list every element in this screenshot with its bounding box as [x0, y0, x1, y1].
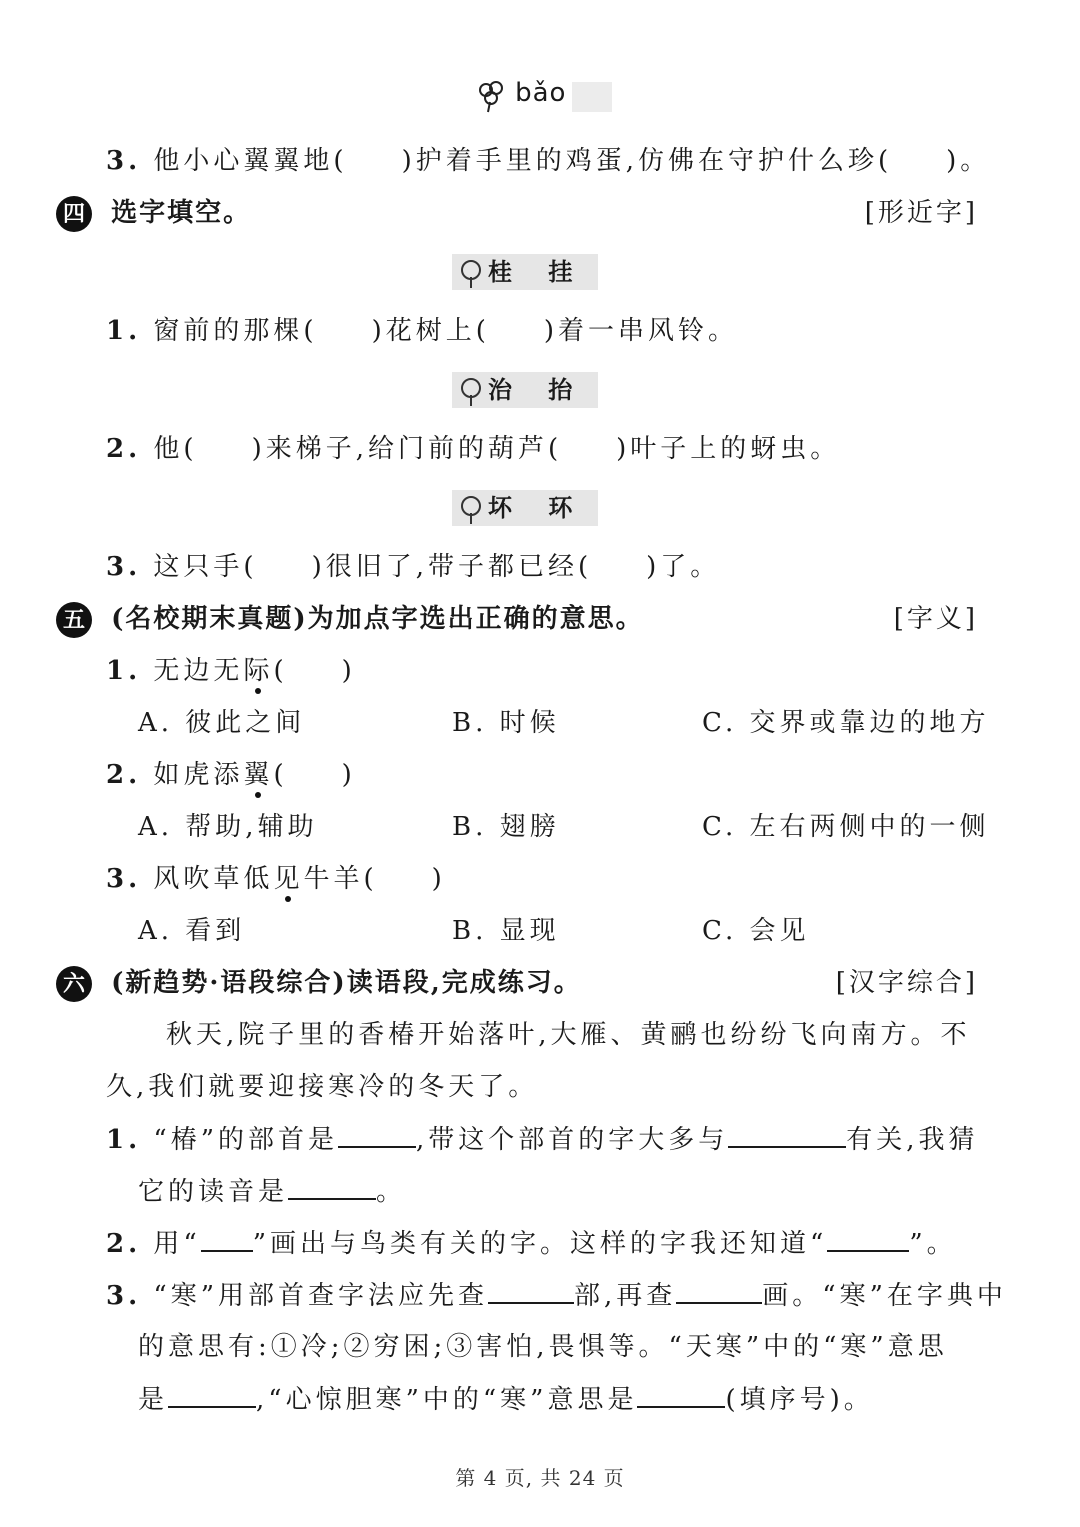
tree-icon — [458, 377, 484, 407]
sec4-question-2: 2. 他( )来梯子,给门前的葫芦( )叶子上的蚜虫。 — [106, 434, 841, 464]
pinyin-text: bǎo — [515, 78, 567, 108]
section-6-tag: [汉字综合] — [835, 968, 978, 998]
sec6-question-1: 1. “椿”的部首是 ,带这个部首的字大多与 有关,我猜 — [106, 1122, 979, 1157]
char-chip-2: 治 抬 — [452, 372, 598, 408]
tree-icon — [458, 259, 484, 289]
sec6-question-3-cont-2: 是 ,“心惊胆寒”中的“寒”意思是 (填序号)。 — [138, 1382, 874, 1417]
answer-blank[interactable] — [201, 1226, 253, 1252]
sec5-q3-option-b: B. 显现 — [452, 916, 560, 946]
sec6-question-2: 2. 用“ ”画出与鸟类有关的字。这样的字我还知道“ ”。 — [106, 1226, 957, 1261]
answer-blank[interactable] — [827, 1226, 909, 1252]
sec5-question-1: 1. 无边无际( ) — [106, 656, 356, 686]
page-footer: 第 4 页, 共 24 页 — [455, 1466, 625, 1490]
pinyin-chip — [476, 78, 612, 114]
section-5-title: (名校期末真题)为加点字选出正确的意思。 — [111, 604, 644, 634]
sec5-q3-option-a: A. 看到 — [138, 916, 246, 946]
sec5-q1-option-a: A. 彼此之间 — [138, 708, 306, 738]
char-chip-3: 坏 环 — [452, 490, 598, 526]
section-6-title: (新趋势·语段综合)读语段,完成练习。 — [111, 968, 582, 998]
section-4-tag: [形近字] — [864, 198, 978, 228]
sec6-question-3-cont-1: 的意思有:①冷;②穷困;③害怕,畏惧等。“天寒”中的“寒”意思 — [138, 1332, 948, 1362]
tree-icon — [458, 495, 484, 525]
passage-line-1: 秋天,院子里的香椿开始落叶,大雁、黄鹂也纷纷飞向南方。不 — [166, 1020, 971, 1050]
passage-line-2: 久,我们就要迎接寒冷的冬天了。 — [106, 1072, 539, 1102]
answer-blank[interactable] — [168, 1382, 256, 1408]
sec5-q2-option-a: A. 帮助,辅助 — [138, 812, 318, 842]
section-6-badge: 六 — [56, 966, 92, 1002]
section-5-heading — [56, 602, 644, 638]
dotted-char: 见 — [273, 864, 304, 894]
sec5-q2-option-b: B. 翅膀 — [452, 812, 560, 842]
sec5-q1-option-b: B. 时候 — [452, 708, 560, 738]
sec5-q1-option-c: C. 交界或靠边的地方 — [702, 708, 990, 738]
dotted-char: 际 — [243, 656, 274, 686]
dotted-char: 翼 — [243, 760, 274, 790]
sec5-q2-option-c: C. 左右两侧中的一侧 — [702, 812, 990, 842]
section-5-tag: [字义] — [893, 604, 978, 634]
sec5-question-3: 3. 风吹草低见牛羊( ) — [106, 864, 446, 894]
sec4-question-3: 3. 这只手( )很旧了,带子都已经( )了。 — [106, 552, 721, 582]
answer-blank[interactable] — [338, 1122, 416, 1148]
clover-icon — [476, 80, 506, 114]
sec5-question-2: 2. 如虎添翼( ) — [106, 760, 356, 790]
answer-blank[interactable] — [728, 1122, 846, 1148]
section-4-heading — [56, 196, 251, 232]
section-6-heading — [56, 966, 582, 1002]
section-5-badge: 五 — [56, 602, 92, 638]
section-4-badge: 四 — [56, 196, 92, 232]
char-chip-1: 桂 挂 — [452, 254, 598, 290]
sec6-question-1-cont: 它的读音是 。 — [138, 1174, 406, 1209]
answer-blank[interactable] — [288, 1174, 376, 1200]
sec4-question-1: 1. 窗前的那棵( )花树上( )着一串风铃。 — [106, 316, 739, 346]
answer-blank[interactable] — [637, 1382, 725, 1408]
sec6-question-3: 3. “寒”用部首查字法应先查 部,再查 画。“寒”在字典中 — [106, 1278, 1007, 1313]
top-question-3: 3. 他小心翼翼地( )护着手里的鸡蛋,仿佛在守护什么珍( )。 — [106, 146, 991, 176]
sec5-q3-option-c: C. 会见 — [702, 916, 810, 946]
answer-blank[interactable] — [676, 1278, 762, 1304]
section-4-title: 选字填空。 — [111, 198, 252, 228]
answer-blank[interactable] — [488, 1278, 574, 1304]
